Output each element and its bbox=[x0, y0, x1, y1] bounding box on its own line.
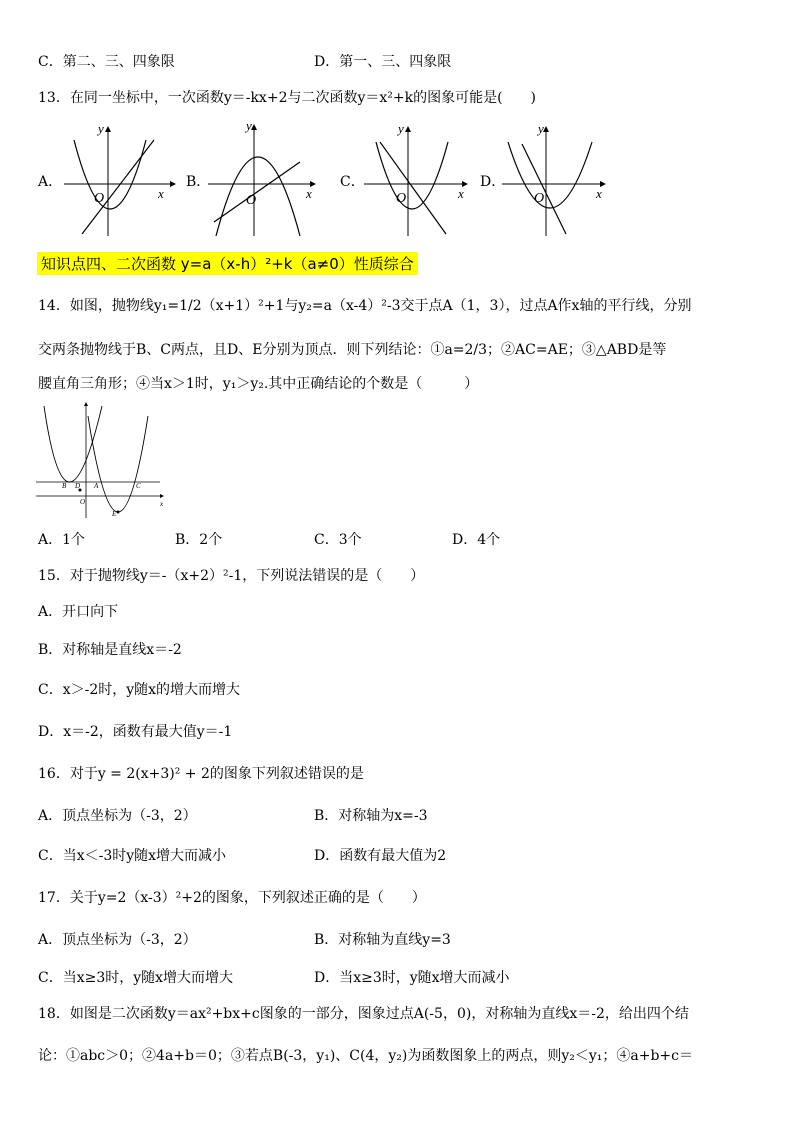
q13-stem: 13．在同一坐标中，一次函数y＝-kx+2与二次函数y＝x²+k的图象可能是( ) bbox=[38, 90, 537, 106]
q14-line-1: 14．如图，抛物线y₁=1/2（x+1）²+1与y₂=a（x-4）²-3交于点A（1，3），过点A作x轴的平行线，分别 bbox=[38, 298, 692, 314]
q13-graph-a bbox=[62, 118, 180, 238]
q14-label-x: x bbox=[160, 500, 164, 508]
q14-figure bbox=[36, 402, 172, 518]
q13-d-o: O bbox=[534, 191, 545, 206]
q17-stem: 17．关于y=2（x-3）²+2的图象，下列叙述正确的是（ ） bbox=[38, 890, 426, 906]
q14-label-c: C bbox=[136, 482, 141, 490]
q15-option-d: D．x＝-2，函数有最大值y＝-1 bbox=[38, 724, 233, 740]
q13-label-a: A． bbox=[38, 174, 63, 190]
q14-option-b: B．2个 bbox=[175, 532, 223, 548]
q13-b-o: O bbox=[246, 193, 257, 208]
q15-option-c: C．x＞-2时，y随x的增大而增大 bbox=[38, 682, 241, 698]
q13-c-o: O bbox=[396, 191, 407, 206]
q13-b-x: x bbox=[306, 186, 312, 201]
q18-line-2: 论：①abc＞0；②4a+b＝0；③若点B(-3，y₁)、C(4，y₂)为函数图象上的两点，则y₂＜y₁；④a+b+c＝ bbox=[38, 1048, 693, 1064]
q14-option-d: D．4个 bbox=[452, 532, 501, 548]
q13-d-x: x bbox=[596, 186, 602, 201]
section-heading: 知识点四、二次函数 y=a（x-h）²+k（a≠0）性质综合 bbox=[37, 252, 418, 275]
q16-stem: 16．对于y = 2(x+3)² + 2的图象下列叙述错误的是 bbox=[38, 766, 364, 782]
q15-option-b: B．对称轴是直线x＝-2 bbox=[38, 642, 182, 658]
q18-line-1: 18．如图是二次函数y＝ax²+bx+c图象的一部分，图象过点A(-5，0)，对称轴为直线x＝-2，给出四个结 bbox=[38, 1006, 689, 1022]
q13-graph-b bbox=[206, 118, 324, 238]
q13-a-y: y bbox=[98, 121, 104, 136]
q16-option-d: D．函数有最大值为2 bbox=[314, 848, 447, 864]
q14-label-o: O bbox=[80, 498, 86, 506]
q13-label-d: D． bbox=[480, 174, 506, 190]
q16-option-b: B．对称轴为x=-3 bbox=[314, 808, 428, 824]
q14-option-c: C．3个 bbox=[314, 532, 362, 548]
q13-graph-d bbox=[500, 118, 612, 238]
q13-graph-c bbox=[362, 118, 474, 238]
q17-option-b: B．对称轴为直线y=3 bbox=[314, 932, 451, 948]
q16-option-c: C．当x＜-3时y随x增大而减小 bbox=[38, 848, 227, 864]
q14-line-2: 交两条抛物线于B、C两点，且D、E分别为顶点．则下列结论：①a=2/3；②AC=AE；③△ABD是等 bbox=[38, 342, 667, 358]
q13-a-o: O bbox=[94, 191, 105, 206]
q14-line-3: 腰直角三角形；④当x＞1时，y₁＞y₂.其中正确结论的个数是（ ） bbox=[38, 376, 479, 392]
q14-label-a: A bbox=[94, 482, 99, 490]
q15-option-a: A．开口向下 bbox=[38, 604, 119, 620]
q13-label-b: B． bbox=[186, 174, 211, 190]
q14-label-b: B bbox=[62, 482, 67, 490]
q16-option-a: A．顶点坐标为（-3，2） bbox=[38, 808, 197, 824]
q12-option-c: C．第二、三、四象限 bbox=[38, 54, 175, 70]
q13-b-y: y bbox=[246, 118, 252, 133]
q14-label-e: E bbox=[112, 510, 117, 518]
q15-stem: 15．对于抛物线y＝-（x+2）²-1，下列说法错误的是（ ） bbox=[38, 568, 425, 584]
q14-label-d: D bbox=[75, 482, 81, 490]
q12-option-d: D．第一、三、四象限 bbox=[314, 54, 452, 70]
q17-option-d: D．当x≥3时，y随x增大而减小 bbox=[314, 970, 510, 986]
q17-option-a: A．顶点坐标为（-3，2） bbox=[38, 932, 197, 948]
q13-a-x: x bbox=[158, 186, 164, 201]
q17-option-c: C．当x≥3时，y随x增大而增大 bbox=[38, 970, 234, 986]
q13-label-c: C． bbox=[340, 174, 365, 190]
q13-c-y: y bbox=[398, 121, 404, 136]
q14-option-a: A．1个 bbox=[38, 532, 86, 548]
q13-c-x: x bbox=[458, 186, 464, 201]
q13-d-y: y bbox=[538, 121, 544, 136]
